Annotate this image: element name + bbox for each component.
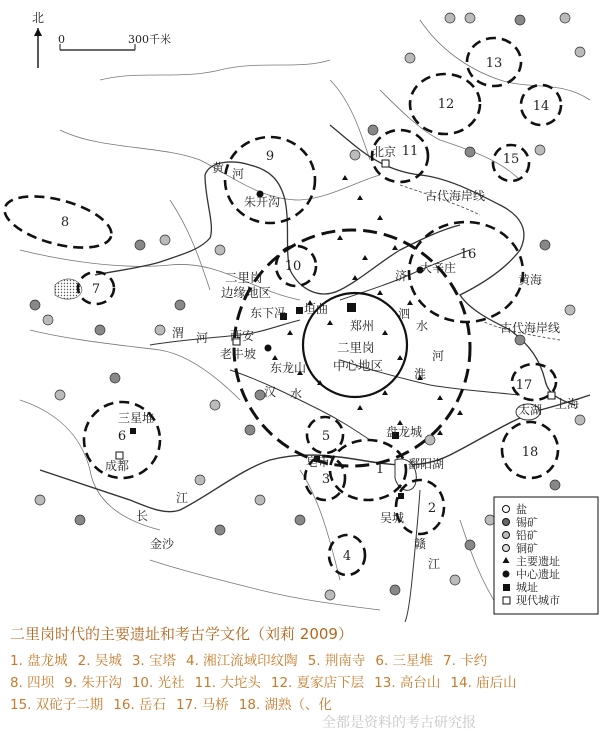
culture-number: 15: [502, 152, 520, 167]
north-label: 北: [31, 11, 45, 25]
culture-number: 9: [265, 149, 275, 164]
north-arrow: [32, 11, 44, 68]
caption-line-1: [10, 650, 602, 672]
river-label: 水: [290, 387, 303, 401]
culture-number: 4: [342, 549, 352, 564]
place-label-sanxingdui: 三星堆: [118, 411, 155, 425]
place-label-panlongcheng: 盘龙城: [386, 425, 423, 439]
culture-number: 11: [401, 144, 419, 159]
place-label-xian: 西安: [230, 329, 255, 343]
river-label: 泗: [398, 307, 411, 321]
place-label-donglongshan: 东龙山: [270, 361, 307, 375]
place-label-laoniupo: 老牛坡: [220, 347, 257, 361]
river-label: 水: [416, 319, 429, 333]
culture-entry: 12. 夏家店下层: [270, 675, 365, 691]
legend-label: 铅矿: [516, 529, 538, 542]
culture-number: 7: [91, 282, 101, 297]
legend-label: 盐: [516, 503, 527, 516]
place-label-coast1: 古代海岸线: [425, 189, 486, 203]
culture-entry: 7. 卡约: [443, 653, 488, 669]
watermark: 全都是资料的考古研究报: [322, 715, 476, 731]
river-label: 济: [395, 269, 408, 283]
culture-entry: 13. 高台山: [374, 675, 441, 691]
place-label-zhengzhou: 郑州: [350, 319, 375, 333]
legend-label: 现代城市: [516, 594, 560, 607]
river-label: 长: [136, 509, 149, 523]
culture-number: 1: [375, 462, 385, 477]
culture-entry: 9. 朱开沟: [64, 675, 122, 691]
edge-region-label: 二里岗 边缘地区: [221, 270, 272, 300]
place-label-poyanghu: 鄱阳湖: [408, 457, 445, 471]
legend-label: 城址: [516, 581, 538, 594]
place-label-huanghai: 黄海: [518, 273, 543, 287]
scale-distance: 300千米: [128, 33, 171, 46]
culture-number: 16: [459, 247, 477, 262]
place-label-daxinzhuang: 大辛庄: [420, 261, 457, 275]
river-label: 渭: [172, 326, 185, 340]
culture-entry: 16. 岳石: [113, 697, 167, 713]
river-label: 黄: [212, 161, 225, 175]
place-label-dongxiafeng: 东下冯: [250, 306, 287, 320]
culture-entry: 15. 双砣子二期: [10, 697, 104, 713]
culture-entry: 5. 荆南寺: [307, 653, 366, 669]
place-label-jinsha: 金沙: [150, 537, 175, 551]
culture-entry: 11. 大坨头: [194, 675, 261, 691]
map-caption: [10, 624, 602, 716]
culture-number: 13: [485, 56, 503, 71]
culture-number: 5: [321, 429, 331, 444]
legend-label: 主要遗址: [516, 555, 560, 568]
river-label: 汉: [264, 385, 277, 399]
scale-zero: 0: [58, 33, 65, 46]
gan-river: [405, 490, 420, 622]
legend: [494, 497, 598, 614]
culture-number: 2: [427, 501, 437, 516]
place-label-chengdu: 成都: [105, 459, 130, 473]
caption-line-2: [10, 672, 602, 694]
culture-number: 18: [521, 445, 539, 460]
culture-entry: 14. 庙后山: [450, 675, 517, 691]
legend-label: 中心遗址: [516, 568, 560, 581]
culture-entry: 3. 宝塔: [131, 653, 177, 669]
caption-title: 二里岗时代的主要遗址和考古学文化（刘莉 2009）: [10, 625, 353, 643]
culture-number: 14: [532, 99, 550, 114]
culture-entry: 1. 盘龙城: [10, 653, 68, 669]
culture-number: 12: [437, 97, 455, 112]
place-label-shanghai: 上海: [555, 397, 580, 411]
culture-number: 6: [117, 429, 127, 444]
river-label: 淮: [414, 367, 427, 381]
culture-entry: 8. 四坝: [10, 675, 55, 691]
culture-entry: 4. 湘江流域印纹陶: [186, 653, 298, 669]
legend-label: 锡矿: [516, 516, 538, 529]
culture-number: 3: [321, 472, 331, 487]
place-label-taihu: 太湖: [518, 403, 543, 417]
place-label-coast2: 古代海岸线: [500, 321, 561, 335]
legend-label: 铜矿: [516, 542, 538, 555]
core-region-label: 二里岗 中心地区: [333, 340, 384, 373]
river-label: 江: [176, 491, 189, 505]
caption-line-3: [10, 694, 602, 716]
culture-entry: 10. 光社: [131, 675, 185, 691]
place-label-zaoshi: 皂市: [306, 455, 331, 469]
river-label: 河: [232, 167, 245, 181]
place-label-yuanqu: 垣曲: [304, 302, 329, 316]
culture-number: 10: [284, 259, 302, 274]
river-label: 江: [428, 557, 441, 571]
river-label: 赣: [414, 537, 427, 551]
culture-number: 17: [515, 378, 533, 393]
place-label-beijing: 北京: [372, 145, 397, 159]
culture-entry: 2. 吴城: [77, 653, 122, 669]
river-label: 河: [432, 349, 445, 363]
scale-bar: [58, 32, 171, 50]
culture-entry: 17. 马桥: [176, 697, 229, 713]
culture-entry: 18. 湖熟（、化: [238, 697, 333, 713]
place-label-wucheng: 吴城: [380, 511, 405, 525]
culture-number: 8: [60, 215, 70, 230]
place-label-zhukaigou: 朱开沟: [244, 195, 281, 209]
culture-entry: 6. 三星堆: [375, 653, 434, 669]
river-label: 河: [196, 331, 209, 345]
